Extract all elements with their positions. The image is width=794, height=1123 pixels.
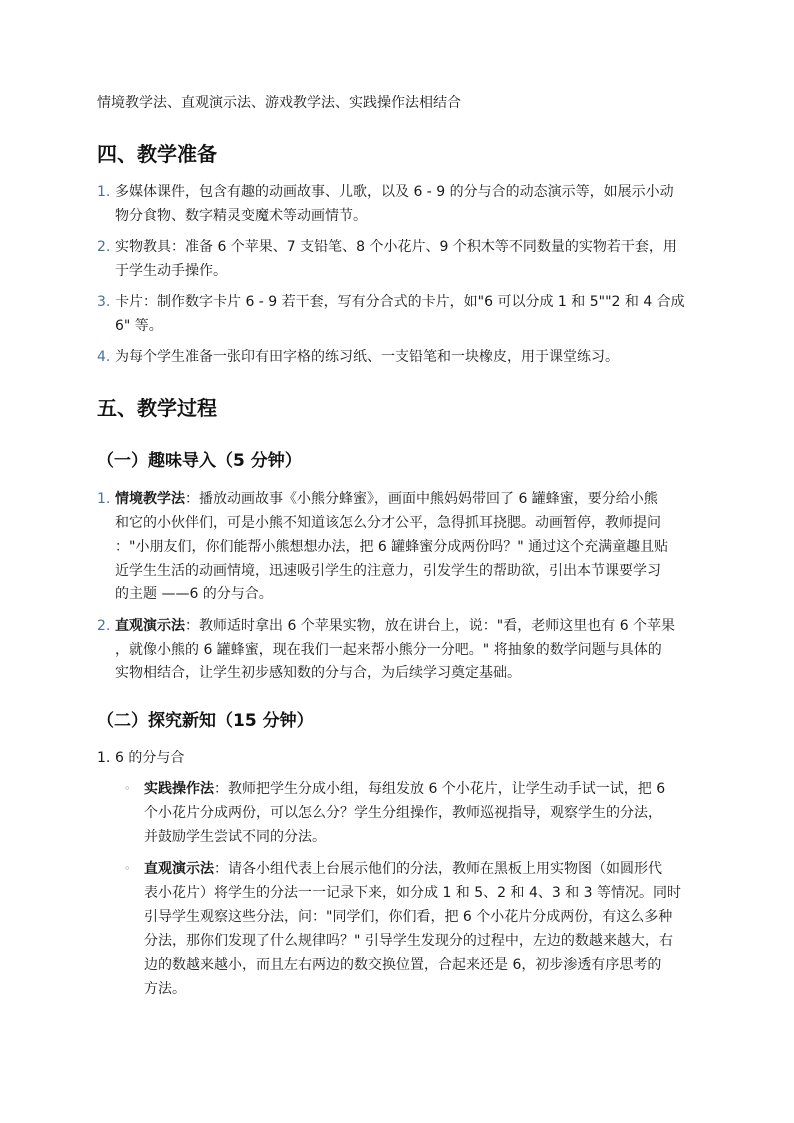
bullet-first-line [144, 859, 662, 879]
list-item-text: 卡片：制作数字卡片 6 - 9 若干套，写有分合式的卡片，如"6 可以分成 1 和 5""2 和 4 合成 [115, 294, 685, 310]
list-item-text: 近学生生活的动画情境，迅速吸引学生的注意力，引发学生的帮助欲，引出本节课要学习 [115, 563, 661, 579]
list-item-text: 实物教具：准备 6 个苹果、7 支铅笔、8 个小花片、9 个积木等不同数量的实物若干套，用 [115, 239, 677, 255]
bullet-text: ：请各小组代表上台展示他们的分法，教师在黑板上用实物图（如圆形代 [214, 861, 662, 877]
bullet-text: 个小花片分成两份，可以怎么分？学生分组操作，教师巡视指导，观察学生的分法， [144, 805, 662, 821]
list-item-text: 6" 等。 [115, 318, 163, 334]
bullet-text: ：教师把学生分成小组，每组发放 6 个小花片，让学生动手试一试，把 6 [214, 781, 666, 797]
list-number: 1. [97, 491, 111, 507]
bullet-icon: ◦ [124, 782, 131, 795]
list-item-text: 的主题 ——6 的分与合。 [115, 586, 273, 602]
bullet-text: 方法。 [144, 981, 186, 997]
list-item-text: 实物相结合，让学生初步感知数的分与合，为后续学习奠定基础。 [115, 665, 521, 681]
subsection-heading-explore: （二）探究新知（15 分钟） [97, 711, 314, 731]
bullet-icon: ◦ [124, 862, 131, 875]
list-number: 3. [97, 294, 111, 310]
bullet-text: 引导学生观察这些分法，问："同学们，你们看，把 6 个小花片分成两份，有这么多种 [144, 909, 673, 925]
list-number: 1. [97, 750, 111, 766]
method-label: 直观演示法 [115, 618, 185, 634]
bullet-text: 边的数越来越小，而且左右两边的数交换位置，合起来还是 6，初步渗透有序思考的 [144, 957, 662, 973]
list-item-text: 和它的小伙伴们，可是小熊不知道该怎么分才公平，急得抓耳挠腮。动画暂停，教师提问 [115, 515, 661, 531]
list-item-text: ：教师适时拿出 6 个苹果实物，放在讲台上，说："看，老师这里也有 6 个苹果 [185, 618, 676, 634]
bullet-text: 表小花片）将学生的分法一一记录下来，如分成 1 和 5、2 和 4、3 和 3 等情况。同时 [144, 885, 682, 901]
method-label: 实践操作法 [144, 781, 214, 797]
list-item-text: ：播放动画故事《小熊分蜂蜜》，画面中熊妈妈带回了 6 罐蜂蜜，要分给小熊 [185, 491, 658, 507]
teaching-methods-text: 情境教学法、直观演示法、游戏教学法、实践操作法相结合 [97, 95, 461, 111]
section-heading-process: 五、教学过程 [97, 396, 217, 420]
list-item-text: ："小朋友们，你们能帮小熊想想办法，把 6 罐蜂蜜分成两份吗？" 通过这个充满童趣且贴 [115, 539, 669, 555]
method-label: 直观演示法 [144, 861, 214, 877]
list-item-text: 于学生动手操作。 [115, 263, 227, 279]
bullet-text: 分法，那你们发现了什么规律吗？" 引导学生发现分的过程中，左边的数越来越大，右 [144, 933, 673, 949]
list-item-text: 多媒体课件，包含有趣的动画故事、儿歌，以及 6 - 9 的分与合的动态演示等，如展示小动 [115, 184, 674, 200]
list-item-text: 物分食物、数字精灵变魔术等动画情节。 [115, 208, 367, 224]
list-number: 2. [97, 239, 111, 255]
list-number: 2. [97, 618, 111, 634]
list-item-first-line [115, 489, 658, 509]
bullet-text: 并鼓励学生尝试不同的分法。 [144, 829, 326, 845]
list-item-text: ，就像小熊的 6 罐蜂蜜，现在我们一起来帮小熊分一分吧。" 将抽象的数学问题与具体的 [115, 642, 662, 658]
list-item-text: 6 的分与合 [115, 750, 185, 766]
list-number: 1. [97, 184, 111, 200]
bullet-first-line [144, 779, 665, 799]
list-number: 4. [97, 349, 111, 365]
list-item-first-line [115, 616, 675, 636]
list-item-text: 为每个学生准备一张印有田字格的练习纸、一支铅笔和一块橡皮，用于课堂练习。 [115, 349, 619, 365]
method-label: 情境教学法 [115, 491, 185, 507]
section-heading-preparation: 四、教学准备 [97, 142, 217, 166]
subsection-heading-intro: （一）趣味导入（5 分钟） [97, 451, 302, 471]
